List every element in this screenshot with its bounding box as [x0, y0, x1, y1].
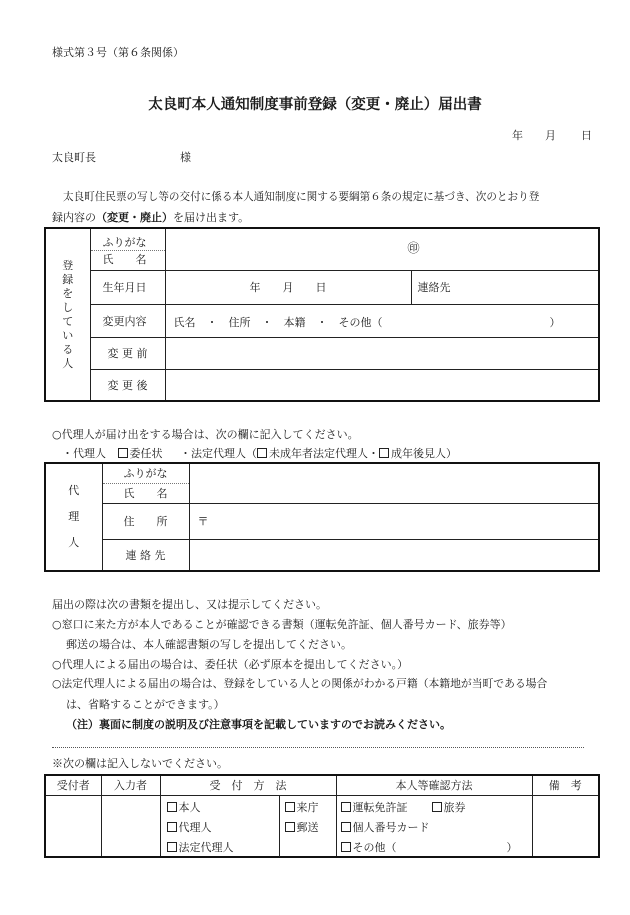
documents-note: （注）裏面に制度の説明及び注意事項を記載していますのでお読みください。 — [66, 718, 451, 731]
agent-address-label: 住 所 — [102, 503, 189, 539]
id-passport[interactable]: 旅券 — [432, 801, 466, 814]
birth-date-field[interactable]: 年 月 日 — [165, 270, 411, 304]
agent-options — [62, 445, 457, 461]
venue-mail[interactable]: 郵送 — [285, 818, 319, 838]
after-label: 変 更 後 — [90, 369, 165, 401]
id-method-list — [341, 798, 529, 858]
guardian-option[interactable]: 成年後見人） — [379, 447, 457, 460]
before-label: 変 更 前 — [90, 337, 165, 369]
registrant-table — [44, 227, 600, 402]
checkbox-icon[interactable] — [341, 822, 351, 832]
after-field[interactable] — [165, 369, 599, 401]
change-close-paren: ） — [549, 315, 561, 329]
id-mynumber[interactable]: 個人番号カード — [341, 818, 529, 838]
office-header-inputter: 入力者 — [101, 775, 160, 795]
checkbox-icon[interactable] — [285, 822, 295, 832]
id-other[interactable]: その他（ ） — [341, 838, 529, 858]
agent-address-field[interactable] — [189, 503, 599, 539]
legal-agent-option: ・法定代理人（ — [180, 447, 257, 460]
checkbox-icon[interactable] — [167, 802, 177, 812]
checkbox-icon[interactable] — [167, 842, 177, 852]
agent-name-field[interactable] — [189, 463, 599, 503]
agent-contact-field[interactable] — [189, 539, 599, 571]
intro-suffix: を届け出ます。 — [173, 211, 250, 224]
date-month-label: 月 — [545, 129, 556, 142]
checkbox-icon[interactable] — [285, 802, 295, 812]
method-agent[interactable]: 代理人 — [167, 818, 234, 838]
method-self[interactable]: 本人 — [167, 798, 234, 818]
receiver-cell[interactable] — [45, 795, 101, 857]
seal-mark: ㊞ — [407, 241, 420, 255]
contact-field[interactable] — [411, 270, 599, 304]
venue-visit[interactable]: 来庁 — [285, 798, 319, 818]
inputter-cell[interactable] — [101, 795, 160, 857]
checkbox-icon[interactable] — [341, 842, 351, 852]
id-other-close: ） — [506, 840, 518, 854]
office-header-receiver: 受付者 — [45, 775, 101, 795]
before-field[interactable] — [165, 337, 599, 369]
documents-item-1-sub: 郵送の場合は、本人確認書類の写しを提出してください。 — [66, 638, 352, 651]
change-label: 変更内容 — [90, 304, 165, 337]
intro-line-2 — [52, 209, 249, 225]
id-method-cell — [336, 795, 532, 857]
documents-item-2: ○代理人による届出の場合は、委任状（必ず原本を提出してください。） — [52, 658, 409, 671]
office-header-remarks: 備 考 — [532, 775, 599, 795]
reception-venue-list — [285, 798, 319, 838]
agent-contact-label: 連 絡 先 — [102, 539, 189, 571]
registrant-name-field[interactable] — [165, 228, 599, 270]
change-options: 氏名 ・ 住所 ・ 本籍 ・ その他（ — [173, 315, 383, 329]
postal-mark: 〒 — [197, 515, 209, 528]
agent-notice: ○代理人が届け出をする場合は、次の欄に記入してください。 — [52, 428, 359, 441]
date-year-label: 年 — [512, 129, 523, 142]
documents-item-3-sub: は、省略することができます。） — [66, 698, 225, 711]
office-notice: ※次の欄は記入しないでください。 — [52, 757, 228, 770]
method-divider — [279, 795, 280, 858]
checkbox-icon[interactable] — [118, 448, 128, 458]
birth-label: 生年月日 — [90, 270, 165, 304]
intro-prefix: 録内容の — [52, 211, 96, 224]
agent-option: ・代理人 — [62, 447, 106, 460]
documents-item-1: ○窓口に来た方が本人であることが確認できる書類（運転免許証、個人番号カード、旅券等） — [52, 618, 512, 631]
addressee-name: 太良町長 — [52, 151, 96, 164]
checkbox-icon[interactable] — [257, 448, 267, 458]
contact-label: 連絡先 — [417, 281, 451, 294]
registrant-side-label: 登 録 を し て い る 人 — [45, 228, 90, 401]
cut-line — [52, 747, 584, 748]
form-number: 様式第３号（第６条関係） — [52, 46, 184, 59]
checkbox-icon[interactable] — [167, 822, 177, 832]
agent-side-label: 代 理 人 — [45, 463, 102, 571]
agent-table — [44, 462, 600, 572]
id-license[interactable]: 運転免許証 旅券 — [341, 798, 529, 818]
proxy-option[interactable]: 委任状 — [118, 447, 163, 460]
method-legal-agent[interactable]: 法定代理人 — [167, 838, 234, 858]
intro-bold: （変更・廃止） — [96, 211, 173, 224]
documents-lead: 届出の際は次の書類を提出し、又は提示してください。 — [52, 598, 327, 611]
intro-line-1: 太良町住民票の写し等の交付に係る本人通知制度に関する要綱第６条の規定に基づき、次のとおり登 — [63, 191, 540, 203]
date-day-label: 日 — [581, 129, 592, 142]
checkbox-icon[interactable] — [432, 802, 442, 812]
agent-name-label: 氏 名 — [102, 483, 189, 503]
office-header-method: 受 付 方 法 — [160, 775, 336, 795]
checkbox-icon[interactable] — [341, 802, 351, 812]
addressee-honorific: 様 — [180, 151, 191, 164]
checkbox-icon[interactable] — [379, 448, 389, 458]
office-header-id-check: 本人等確認方法 — [336, 775, 532, 795]
page-title: 太良町本人通知制度事前登録（変更・廃止）届出書 — [148, 96, 482, 113]
remarks-cell[interactable] — [532, 795, 599, 857]
furigana-label: ふりがな — [90, 228, 165, 250]
reception-method-list — [167, 798, 234, 858]
name-label: 氏 名 — [90, 250, 165, 270]
change-content-field[interactable] — [165, 304, 599, 337]
office-table — [44, 774, 600, 858]
agent-furigana-label: ふりがな — [102, 463, 189, 483]
minor-option[interactable]: 未成年者法定代理人・ — [257, 447, 379, 460]
documents-item-3: ○法定代理人による届出の場合は、登録をしている人との関係がわかる戸籍（本籍地が当町である場合 — [52, 677, 548, 690]
reception-method-cell — [160, 795, 336, 857]
